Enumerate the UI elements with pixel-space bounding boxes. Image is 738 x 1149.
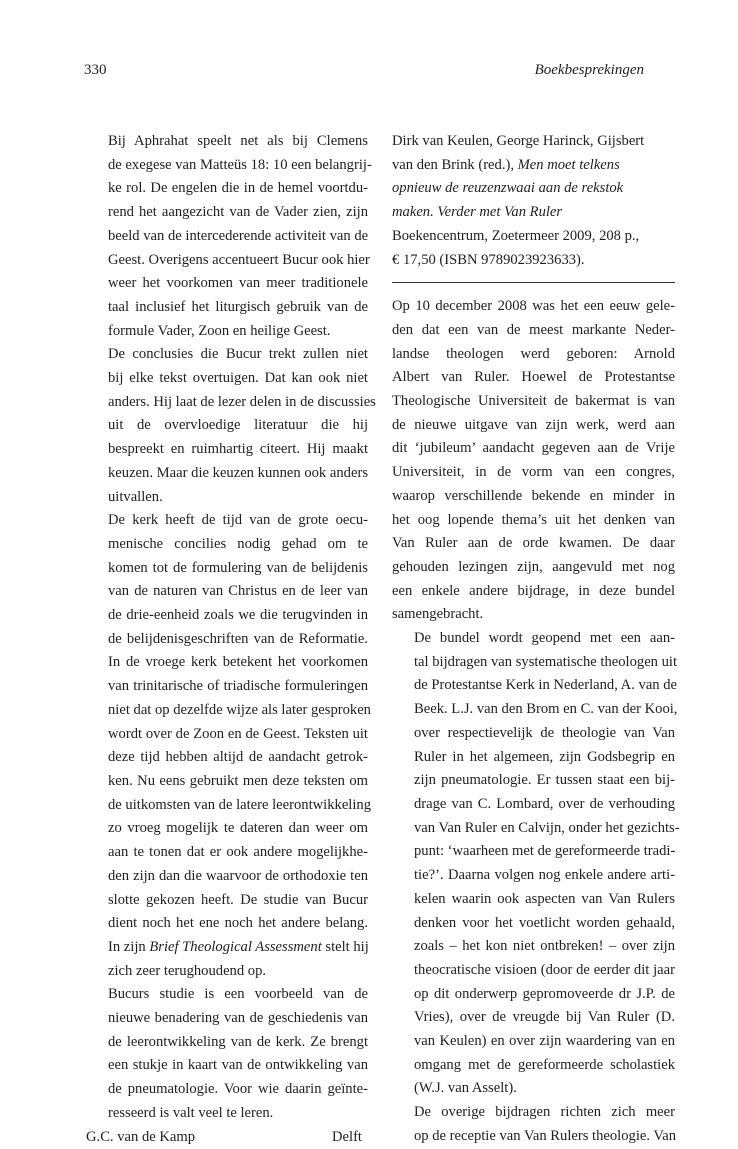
- bib-line: Dirk van Keulen, George Harinck, Gijsbert: [392, 133, 645, 149]
- bib-title: maken. Verder met Van Ruler: [392, 204, 563, 221]
- text-line: uit de overvloedige literatuur die hij: [108, 417, 368, 434]
- text-line: op de receptie van Van Rulers theologie. Van: [414, 1127, 677, 1144]
- text-line: Geest. Overigens accentueert Bucur ook hier: [108, 251, 370, 268]
- text-line: keuzen. Maar die keuzen kunnen ook anders: [108, 464, 368, 481]
- text-line: niet dat op dezelfde wijze als later gesproken: [108, 701, 371, 718]
- text-line: resseerd is valt veel te leren.: [108, 1104, 274, 1121]
- text-line: nieuwe benadering van de geschiedenis van: [108, 1010, 368, 1027]
- text-line: Albert van Ruler. Hoewel de Protestantse: [392, 369, 675, 386]
- bib-price: € 17,50 (ISBN 9789023923633).: [392, 251, 585, 268]
- text-line: van trinitarische of triadische formuleringen: [108, 678, 368, 695]
- text-line: De bundel wordt geopend met een aan-: [414, 630, 675, 647]
- paragraph: [392, 295, 675, 627]
- text-line: Bucurs studie is een voorbeeld van de: [108, 986, 368, 1003]
- reviewer-signature: [86, 1126, 368, 1149]
- text-line: deze tijd hebben altijd de aandacht getrok-: [108, 749, 368, 766]
- text-line: In de vroege kerk betekent het voorkomen: [108, 654, 368, 671]
- text-line: zijn pneumatologie. Er tussen staat een bij-: [414, 772, 675, 789]
- book-title: Brief Theological Assessment: [149, 938, 322, 955]
- right-column: [392, 130, 680, 1149]
- bib-title: opnieuw de reuzenzwaai aan de rekstok: [392, 180, 624, 197]
- text-line: slotte gekozen heeft. De studie van Bucur: [108, 891, 368, 908]
- text-line: de drie-eenheid zoals we die terugvinden in: [108, 607, 368, 624]
- bib-line: [392, 154, 675, 178]
- text-line: van Van Ruler en Calvijn, onder het gezichts-: [414, 819, 680, 836]
- running-title: Boekbesprekingen: [534, 62, 644, 78]
- paragraph: [392, 627, 680, 1101]
- reviewer-place: Delft: [332, 1128, 362, 1145]
- text-line: formule Vader, Zoon en heilige Geest.: [108, 322, 331, 339]
- bib-title: Men moet telkens: [517, 156, 620, 173]
- text-line: De conclusies die Bucur trekt zullen niet: [108, 346, 368, 363]
- text-line: (W.J. van Asselt).: [414, 1080, 517, 1097]
- text-line: de pneumatologie. Voor wie daarin geïnte-: [108, 1081, 368, 1098]
- text-line: taal inclusief het liturgisch gebruik van de: [108, 298, 368, 315]
- paragraph: [86, 983, 368, 1125]
- text-line-with-title: [86, 936, 368, 960]
- text-line: samengebracht.: [392, 606, 484, 623]
- reviewer-name: G.C. van de Kamp: [86, 1128, 196, 1145]
- text-line: denken voor het voetlicht worden gehaald,: [414, 914, 675, 931]
- text-line: den dat een van de meest markante Neder-: [392, 321, 675, 338]
- paragraph: [86, 343, 376, 509]
- text-line: komen tot de formulering van de belijdenis: [108, 559, 368, 576]
- text-line: uitvallen.: [108, 488, 163, 505]
- text-line: gehouden lezingen zijn, aangevuld met nog: [392, 558, 675, 575]
- bibliography-entry: [392, 130, 675, 272]
- page-number: 330: [84, 62, 107, 78]
- text-line: Ruler in het algemeen, zijn Godsbegrip en: [414, 748, 675, 765]
- text-line: een stukje in kaart van de ontwikkeling van: [108, 1057, 368, 1074]
- left-column: [86, 130, 376, 1149]
- bib-publisher: Boekencentrum, Zoetermeer 2009, 208 p.,: [392, 227, 640, 244]
- text-line: wordt over de Zoon en de Geest. Teksten uit: [108, 725, 368, 742]
- text-line: bespreekt en ruimhartig citeert. Hij maakt: [108, 441, 368, 458]
- text-line: waarop verschillende bekende en minder in: [392, 487, 675, 504]
- text-line: De overige bijdragen richten zich meer: [414, 1104, 675, 1121]
- text-line: van Keulen) en over zijn waardering van en: [414, 1033, 675, 1050]
- text-line: omgang met de gereformeerde scholastiek: [414, 1056, 675, 1073]
- text-line: Op 10 december 2008 was het een eeuw gele-: [392, 298, 675, 315]
- text-line: den zijn dan die waarvoor de orthodoxie ten: [108, 867, 368, 884]
- text-line: Universiteit, in de vorm van een congres,: [392, 464, 675, 481]
- text-line: de exegese van Matteüs 18: 10 een belangrij-: [108, 156, 372, 173]
- text-line: Beek. L.J. van den Brom en C. van der Kooi,: [414, 701, 678, 718]
- text-line: de belijdenisgeschriften van de Reformatie.: [108, 630, 368, 647]
- text-line: drage van C. Lombard, over de verhouding: [414, 795, 675, 812]
- text-line: menische concilies nodig gehad om te: [108, 535, 368, 552]
- text-line: aan te tonen dat er ook andere mogelijkhe-: [108, 844, 368, 861]
- text-line: zich zeer terughoudend op.: [108, 962, 267, 979]
- text-line: tal bijdragen van systematische theologen uit: [414, 653, 678, 670]
- text-line: beeld van de intercederende activiteit van de: [108, 227, 369, 244]
- text-line: punt: ‘waarheen met de gereformeerde tradi-: [414, 843, 676, 860]
- paragraph: [86, 130, 372, 343]
- text-line: de uitkomsten van de latere leerontwikkeling: [108, 796, 372, 813]
- text-fragment: In zijn: [108, 938, 150, 955]
- text-line: Van Ruler aan de orde kwamen. De daar: [392, 535, 675, 552]
- text-line: Bij Aphrahat speelt net als bij Clemens: [108, 133, 368, 149]
- paragraph: [86, 509, 372, 983]
- text-fragment: stelt hij: [321, 938, 369, 955]
- text-line: landse theologen werd geboren: Arnold: [392, 345, 675, 362]
- divider: [392, 282, 675, 283]
- text-line: theocratische visioen (door de eerder dit jaar: [414, 961, 675, 978]
- text-line: bij elke tekst overtuigen. Dat kan ook niet: [108, 370, 368, 387]
- text-line: de leerontwikkeling van de kerk. Ze brengt: [108, 1033, 368, 1050]
- text-line: Vries), over de vreugde bij Van Ruler (D.: [414, 1009, 675, 1026]
- text-line: over respectievelijk de theologie van Van: [414, 724, 675, 741]
- bib-authors: van den Brink (red.),: [392, 156, 518, 173]
- text-line: de nieuwe uitgave van zijn werk, werd aan: [392, 416, 675, 433]
- text-line: de Protestantse Kerk in Nederland, A. van de: [414, 677, 678, 694]
- text-line: van de naturen van Christus en de leer van: [108, 583, 368, 600]
- text-line: tie?’. Daarna volgen nog enkele andere arti-: [414, 867, 675, 884]
- text-line: De kerk heeft de tijd van de grote oecu-: [108, 512, 368, 529]
- text-line: zo vroeg mogelijk te dateren dan weer om: [108, 820, 368, 837]
- text-line: dit ‘jubileum’ aandacht gegeven aan de Vrije: [392, 440, 675, 457]
- text-line: kelen waarin ook aspecten van Van Rulers: [414, 890, 675, 907]
- text-line: op dit onderwerp gepromoveerde dr J.P. de: [414, 985, 675, 1002]
- text-line: rend het aangezicht van de Vader zien, zijn: [108, 204, 368, 221]
- text-line: dient noch het ene noch het andere belang.: [108, 915, 368, 932]
- text-line: een enkele andere bijdrage, in deze bundel: [392, 582, 675, 599]
- text-line: weer het voorkomen van meer traditionele: [108, 275, 368, 292]
- text-line: zoals – het kon niet ontbreken! – over zijn: [414, 938, 675, 955]
- text-line: Theologische Universiteit de bakermat is van: [392, 393, 675, 410]
- text-line: het oog lopende thema’s uit het denken van: [392, 511, 675, 528]
- text-line: ke rol. De engelen die in de hemel voortdu-: [108, 180, 368, 197]
- text-line: ken. Nu eens gebruikt men deze teksten om: [108, 772, 368, 789]
- paragraph: [392, 1101, 675, 1148]
- text-line: anders. Hij laat de lezer delen in de discussies: [108, 393, 376, 410]
